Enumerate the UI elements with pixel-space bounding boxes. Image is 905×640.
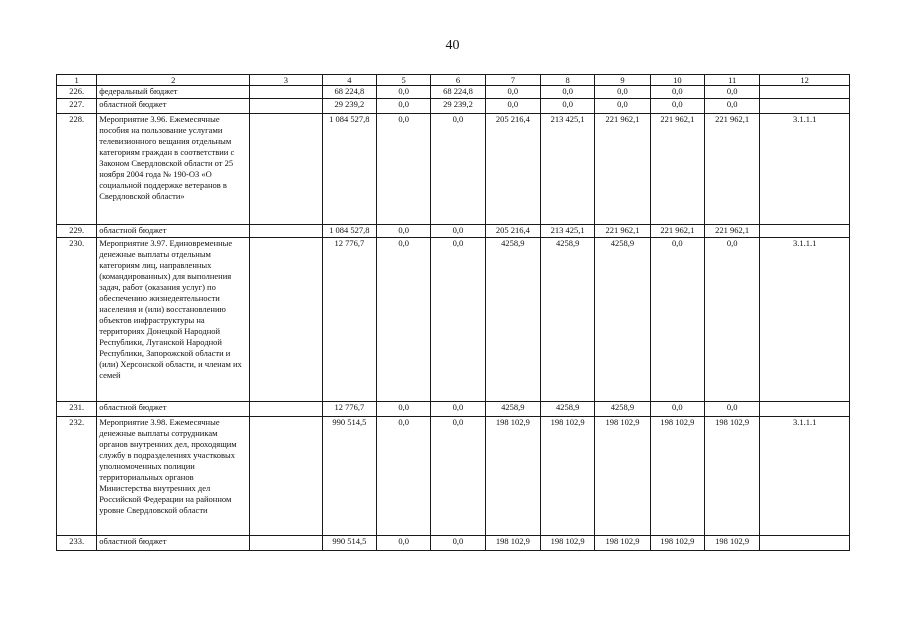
cell: 0,0 <box>595 86 650 99</box>
cell: 0,0 <box>704 238 759 402</box>
cell: 0,0 <box>485 99 540 114</box>
cell: 0,0 <box>704 402 759 417</box>
table-row <box>57 536 850 551</box>
table-row <box>57 417 850 536</box>
cell: 205 216,4 <box>485 225 540 238</box>
cell <box>250 238 322 402</box>
row-number: 232. <box>57 417 97 536</box>
cell: 3.1.1.1 <box>760 114 850 225</box>
column-header: 3 <box>250 75 322 86</box>
cell: 68 224,8 <box>431 86 485 99</box>
cell: 0,0 <box>650 402 704 417</box>
cell: 4258,9 <box>485 402 540 417</box>
cell: 198 102,9 <box>704 536 759 551</box>
cell: 0,0 <box>376 225 430 238</box>
cell: 0,0 <box>376 402 430 417</box>
cell: 221 962,1 <box>595 114 650 225</box>
cell: 0,0 <box>431 402 485 417</box>
cell: 221 962,1 <box>650 114 704 225</box>
cell: 0,0 <box>704 86 759 99</box>
column-header: 2 <box>97 75 250 86</box>
column-header: 12 <box>760 75 850 86</box>
column-header: 1 <box>57 75 97 86</box>
column-header: 5 <box>376 75 430 86</box>
cell: 29 239,2 <box>322 99 376 114</box>
cell: 221 962,1 <box>704 114 759 225</box>
cell: 12 776,7 <box>322 238 376 402</box>
cell <box>250 225 322 238</box>
table-row <box>57 238 850 402</box>
header-row <box>57 75 850 86</box>
cell: 0,0 <box>376 238 430 402</box>
row-name: областной бюджет <box>97 402 250 417</box>
cell: 221 962,1 <box>650 225 704 238</box>
cell <box>250 99 322 114</box>
cell: 0,0 <box>431 417 485 536</box>
cell: 1 084 527,8 <box>322 225 376 238</box>
row-name: областной бюджет <box>97 225 250 238</box>
cell: 0,0 <box>376 99 430 114</box>
cell: 0,0 <box>650 238 704 402</box>
cell: 0,0 <box>376 86 430 99</box>
table-row <box>57 402 850 417</box>
row-name: областной бюджет <box>97 536 250 551</box>
row-name: Мероприятие 3.98. Ежемесячные денежные выплаты сотрудникам органов внутренних дел, проходящим службу в подразделениях участковых уполномоченных полиции территориальных органов Министерства внутренних дел Российской Федерации на районном уровне Свердловской области <box>97 417 250 536</box>
cell: 0,0 <box>650 99 704 114</box>
cell: 4258,9 <box>485 238 540 402</box>
row-number: 228. <box>57 114 97 225</box>
table-row <box>57 86 850 99</box>
budget-table <box>56 74 850 551</box>
column-header: 10 <box>650 75 704 86</box>
cell: 3.1.1.1 <box>760 238 850 402</box>
cell: 4258,9 <box>540 402 594 417</box>
cell <box>250 402 322 417</box>
column-header: 8 <box>540 75 594 86</box>
cell: 0,0 <box>376 114 430 225</box>
cell: 0,0 <box>650 86 704 99</box>
column-header: 6 <box>431 75 485 86</box>
row-number: 230. <box>57 238 97 402</box>
cell: 0,0 <box>431 114 485 225</box>
cell: 990 514,5 <box>322 417 376 536</box>
cell: 1 084 527,8 <box>322 114 376 225</box>
cell <box>250 86 322 99</box>
row-name: федеральный бюджет <box>97 86 250 99</box>
row-number: 231. <box>57 402 97 417</box>
row-name: областной бюджет <box>97 99 250 114</box>
cell: 198 102,9 <box>595 536 650 551</box>
cell: 0,0 <box>431 225 485 238</box>
page-number: 40 <box>445 38 460 53</box>
cell: 0,0 <box>431 238 485 402</box>
column-header: 11 <box>704 75 759 86</box>
row-number: 226. <box>57 86 97 99</box>
table-row <box>57 114 850 225</box>
cell: 4258,9 <box>595 402 650 417</box>
cell: 213 425,1 <box>540 114 594 225</box>
cell: 221 962,1 <box>595 225 650 238</box>
cell: 198 102,9 <box>704 417 759 536</box>
cell: 198 102,9 <box>650 536 704 551</box>
row-name: Мероприятие 3.96. Ежемесячные пособия на пользование услугами телевизионного вещания отдельным категориям граждан в соответствии с Законом Свердловской области от 25 ноября 2004 года № 190-ОЗ «О социальной поддержке ветеранов в Свердловской области» <box>97 114 250 225</box>
table-row <box>57 225 850 238</box>
cell <box>250 536 322 551</box>
cell: 0,0 <box>595 99 650 114</box>
column-header: 7 <box>485 75 540 86</box>
cell: 213 425,1 <box>540 225 594 238</box>
cell: 0,0 <box>485 86 540 99</box>
cell: 0,0 <box>540 99 594 114</box>
cell: 990 514,5 <box>322 536 376 551</box>
cell <box>250 114 322 225</box>
cell: 198 102,9 <box>485 417 540 536</box>
row-number: 229. <box>57 225 97 238</box>
cell: 29 239,2 <box>431 99 485 114</box>
table-row <box>57 99 850 114</box>
row-name: Мероприятие 3.97. Единовременные денежные выплаты отдельным категориям лиц, направленных (командированных) для выполнения задач, работ (оказания услуг) по обеспечению жизнедеятельности населения и (или) восстановлению объектов инфраструктуры на территориях Донецкой Народной Республики, Луганской Народной Республики, Запорожской области и (или) Херсонской области, и членам их семей <box>97 238 250 402</box>
cell <box>760 225 850 238</box>
column-header: 4 <box>322 75 376 86</box>
cell <box>760 402 850 417</box>
cell: 198 102,9 <box>485 536 540 551</box>
cell: 205 216,4 <box>485 114 540 225</box>
cell <box>250 417 322 536</box>
cell: 4258,9 <box>540 238 594 402</box>
cell <box>760 536 850 551</box>
cell: 198 102,9 <box>540 536 594 551</box>
cell: 3.1.1.1 <box>760 417 850 536</box>
cell <box>760 99 850 114</box>
cell: 198 102,9 <box>650 417 704 536</box>
cell <box>760 86 850 99</box>
column-header: 9 <box>595 75 650 86</box>
cell: 198 102,9 <box>595 417 650 536</box>
cell: 0,0 <box>431 536 485 551</box>
cell: 0,0 <box>376 536 430 551</box>
cell: 4258,9 <box>595 238 650 402</box>
row-number: 227. <box>57 99 97 114</box>
row-number: 233. <box>57 536 97 551</box>
cell: 0,0 <box>540 86 594 99</box>
cell: 0,0 <box>376 417 430 536</box>
cell: 0,0 <box>704 99 759 114</box>
cell: 198 102,9 <box>540 417 594 536</box>
cell: 221 962,1 <box>704 225 759 238</box>
cell: 68 224,8 <box>322 86 376 99</box>
cell: 12 776,7 <box>322 402 376 417</box>
